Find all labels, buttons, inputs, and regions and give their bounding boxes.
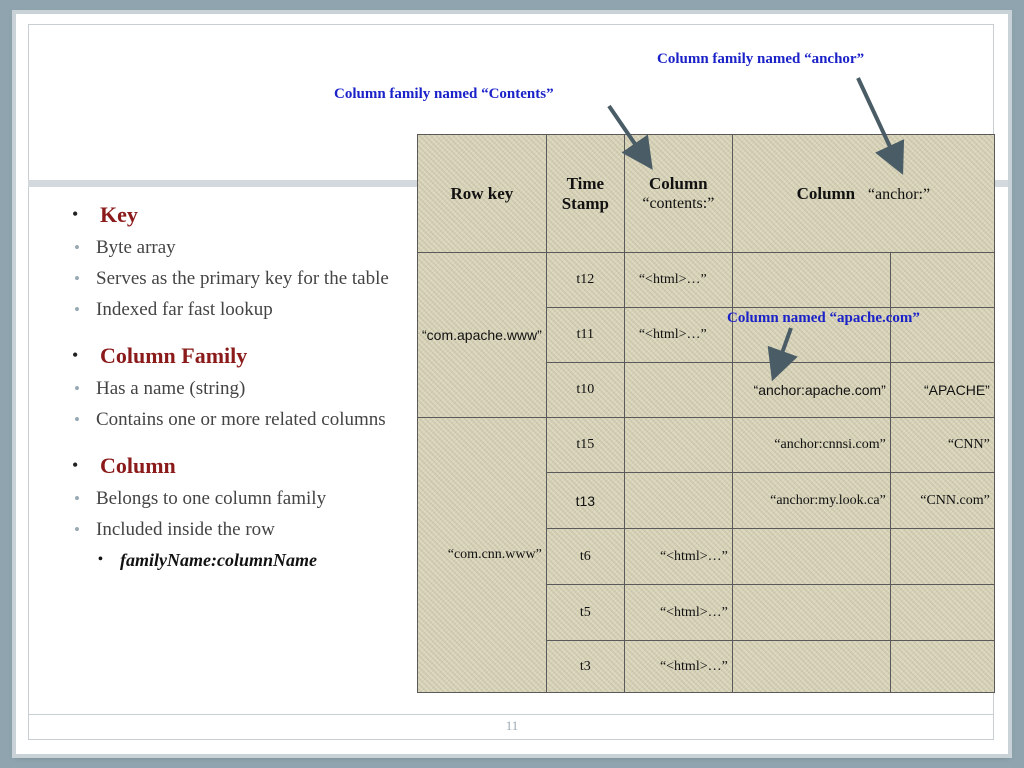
header-time-stamp: Time Stamp	[546, 135, 624, 253]
bullet-list	[72, 202, 422, 593]
timestamp-cell: t13	[546, 473, 624, 529]
timestamp-cell: t12	[546, 253, 624, 308]
bullet-heading-column: • Column	[72, 453, 176, 478]
table-row	[418, 418, 995, 473]
header-anchor-bold: Column	[796, 183, 856, 203]
bullet-group-column	[72, 453, 422, 571]
timestamp-cell: t11	[546, 308, 624, 363]
bullet-group-column-family	[72, 343, 422, 431]
anchor-cell	[732, 253, 890, 308]
bullet-dot-icon: •	[72, 204, 79, 224]
bullet-heading-key: • Key	[72, 202, 138, 227]
bullet-subitem: • familyName:columnName	[98, 550, 317, 570]
anchor-cell	[732, 529, 890, 585]
hbase-table	[417, 134, 995, 693]
contents-cell: “<html>…”	[624, 308, 732, 363]
bullet-dot-icon: •	[74, 238, 80, 257]
row-key-cnn: “com.cnn.www”	[418, 418, 547, 693]
anchor-cell: “APACHE”	[890, 363, 994, 418]
contents-cell	[624, 363, 732, 418]
anchor-cell: “anchor:apache.com”	[732, 363, 890, 418]
anchor-cell	[890, 253, 994, 308]
timestamp-cell: t6	[546, 529, 624, 585]
annotation-anchor-family: Column family named “anchor”	[657, 51, 865, 67]
header-anchor-label: “anchor:”	[867, 185, 931, 203]
timestamp-cell: t5	[546, 585, 624, 641]
bullet-item: • Has a name (string)	[74, 378, 246, 399]
timestamp-cell: t3	[546, 641, 624, 693]
bullet-dot-icon: •	[98, 552, 103, 567]
header-contents	[624, 135, 732, 253]
bullet-dot-icon: •	[74, 379, 80, 398]
contents-cell: “<html>…”	[624, 641, 732, 693]
annotation-contents-family: Column family named “Contents”	[334, 86, 554, 102]
bullet-dot-icon: •	[74, 520, 80, 539]
header-row-key: Row key	[418, 135, 547, 253]
bullet-item: • Included inside the row	[74, 519, 275, 540]
bullet-group-key	[72, 202, 422, 321]
page-number: 11	[505, 718, 519, 733]
anchor-cell: “anchor:cnnsi.com”	[732, 418, 890, 473]
bullet-dot-icon: •	[74, 410, 80, 429]
bullet-dot-icon: •	[72, 455, 79, 475]
anchor-cell	[732, 585, 890, 641]
header-contents-label: “contents:”	[642, 194, 715, 212]
row-key-apache: “com.apache.www”	[418, 253, 547, 418]
anchor-cell	[890, 529, 994, 585]
bullet-item: • Contains one or more related columns	[74, 409, 386, 430]
anchor-cell	[890, 585, 994, 641]
table-row	[418, 253, 995, 308]
anchor-cell: “CNN.com”	[890, 473, 994, 529]
table-header-row	[418, 135, 995, 253]
bullet-dot-icon: •	[74, 300, 80, 319]
anchor-cell	[890, 641, 994, 693]
bullet-item: • Serves as the primary key for the table	[74, 268, 389, 289]
anchor-cell: “CNN”	[890, 418, 994, 473]
bullet-dot-icon: •	[72, 345, 79, 365]
contents-cell	[624, 418, 732, 473]
contents-cell: “<html>…”	[624, 585, 732, 641]
bullet-item: • Byte array	[74, 237, 176, 258]
annotation-apache-column: Column named “apache.com”	[727, 310, 920, 326]
contents-cell: “<html>…”	[624, 253, 732, 308]
bullet-item: • Indexed far fast lookup	[74, 299, 273, 320]
anchor-cell: “anchor:my.look.ca”	[732, 473, 890, 529]
bullet-dot-icon: •	[74, 489, 80, 508]
contents-cell: “<html>…”	[624, 529, 732, 585]
bullet-heading-column-family: • Column Family	[72, 343, 248, 368]
header-contents-bold: Column	[649, 173, 708, 193]
bullet-dot-icon: •	[74, 269, 80, 288]
slide	[16, 14, 1008, 754]
timestamp-cell: t10	[546, 363, 624, 418]
anchor-cell	[732, 641, 890, 693]
bullet-item: • Belongs to one column family	[74, 488, 327, 509]
timestamp-cell: t15	[546, 418, 624, 473]
header-anchor	[732, 135, 994, 253]
contents-cell	[624, 473, 732, 529]
